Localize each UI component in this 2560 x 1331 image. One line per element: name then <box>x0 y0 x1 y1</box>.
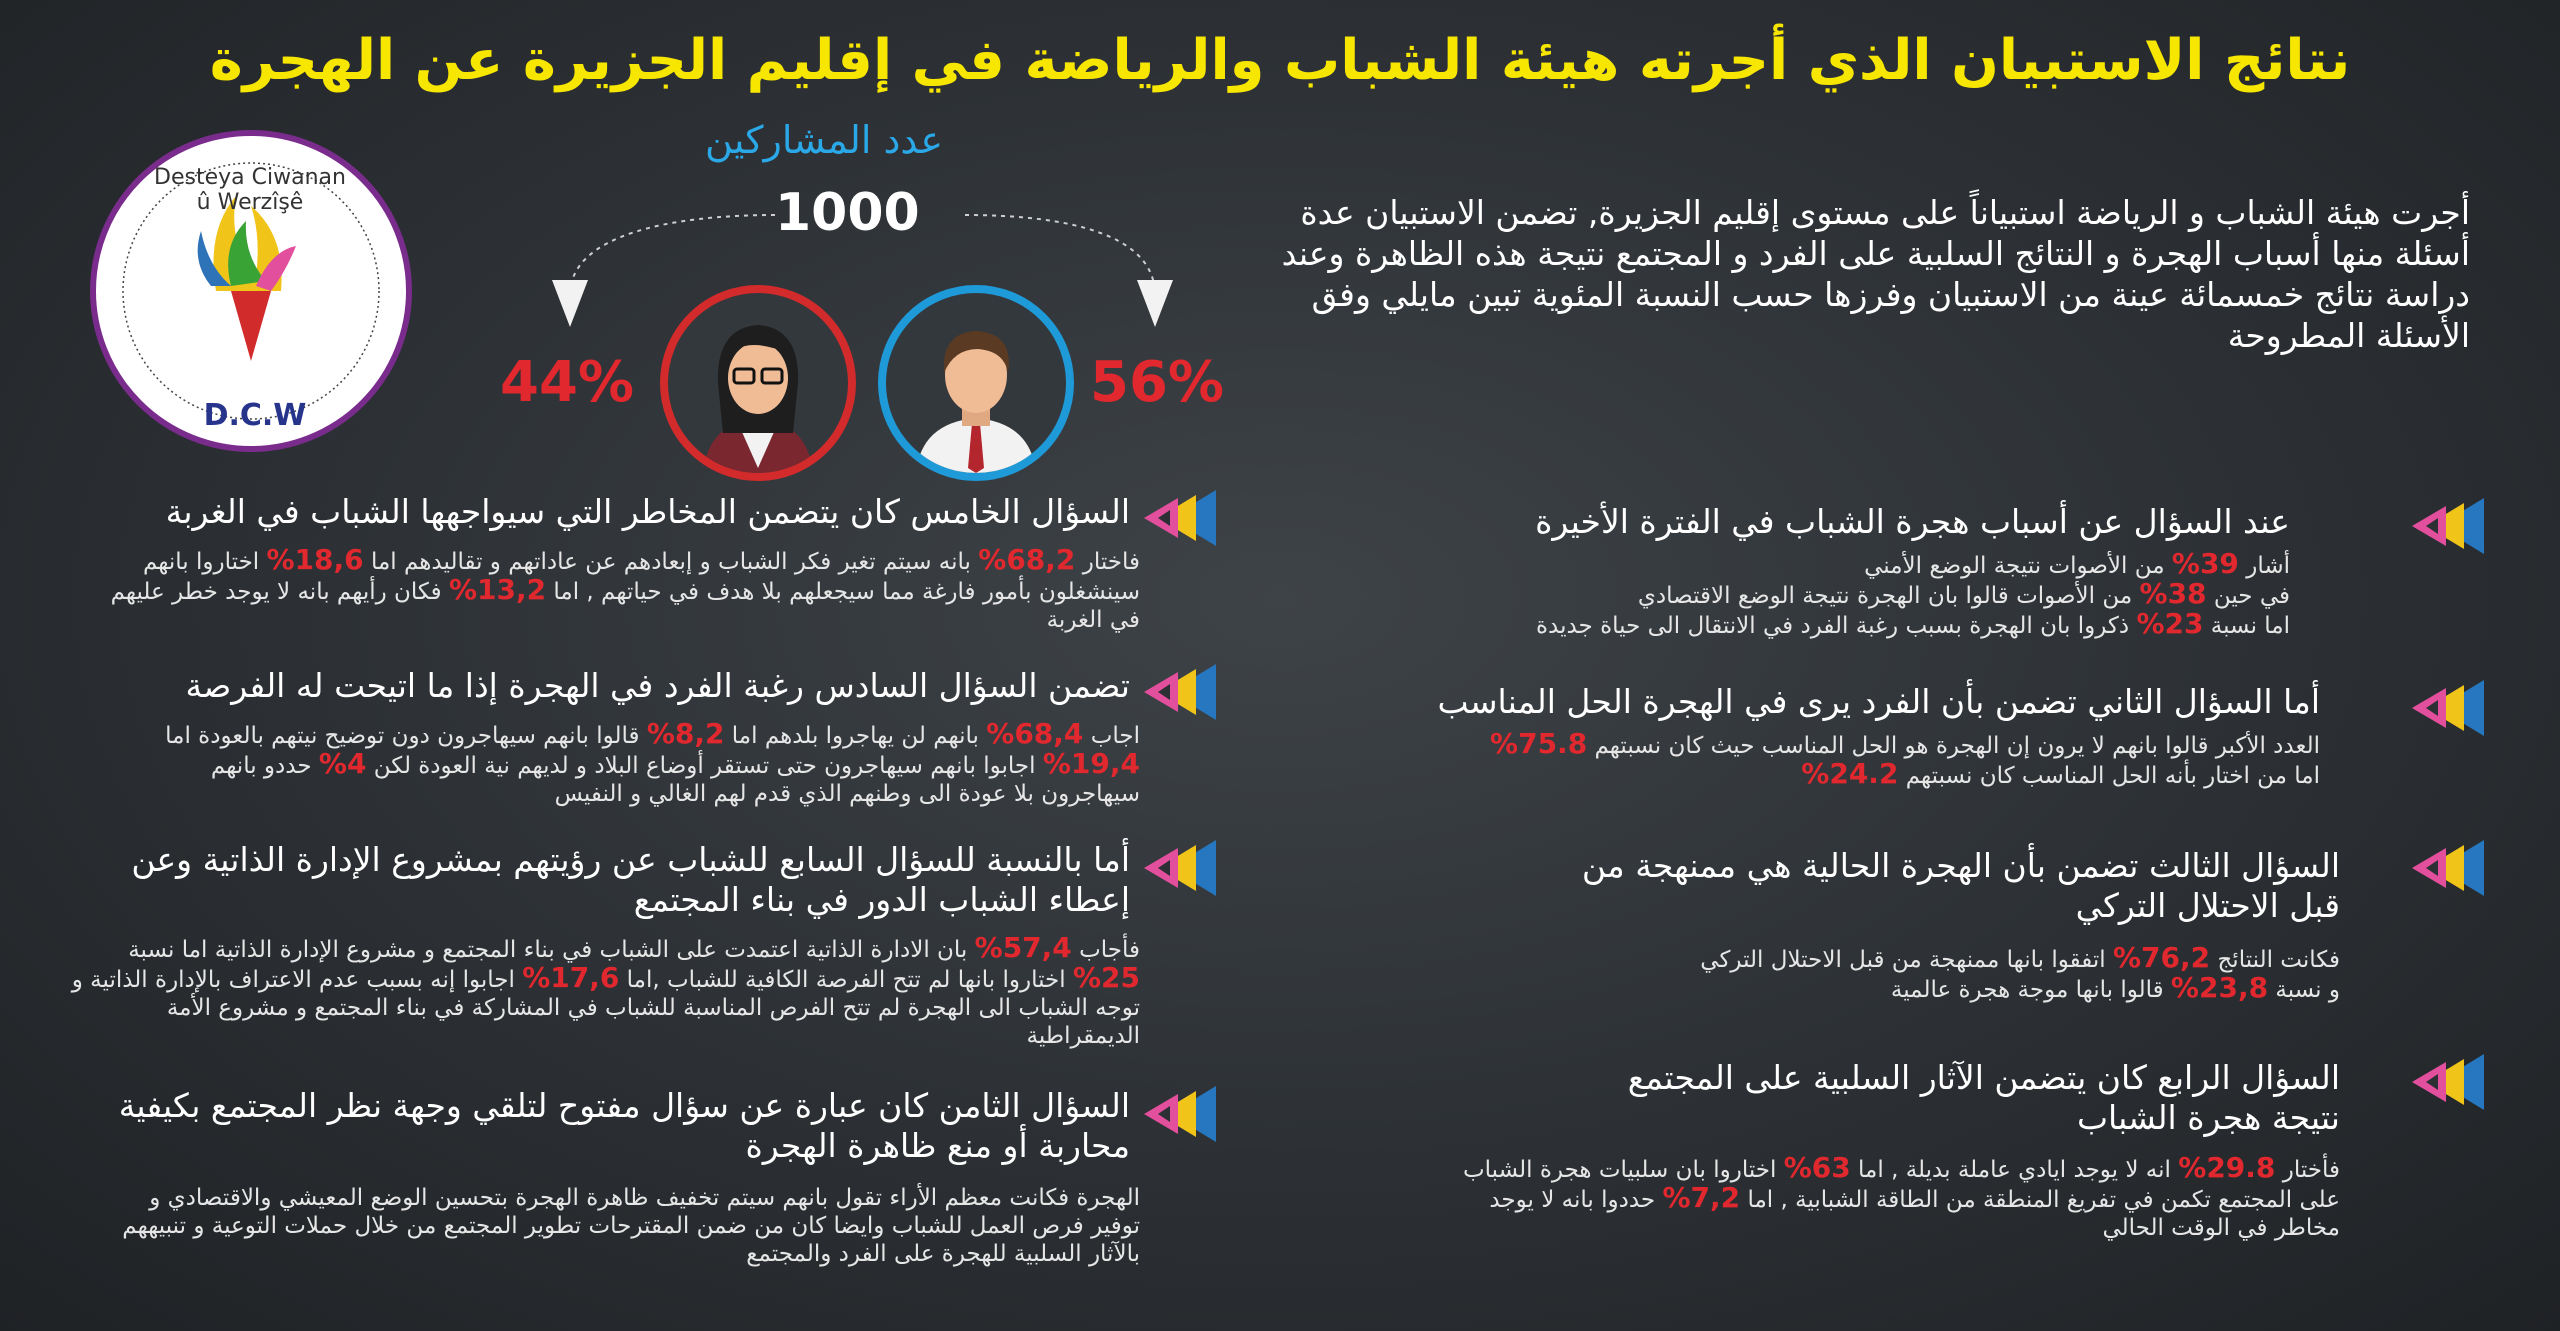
participants-count: 1000 <box>775 183 920 243</box>
answer-line: فاختار 68,2% بانه سيتم تغير فكر الشباب و إبعادهم عن عاداتهم و تقاليدهم اما 18,6% اختاروا بانهم سينشغلون بأمور فارغة مما سيجعلهم بلا هدف في حياتهم , اما 13,2% فكان رأيهم بانه لا يوجد خطر عليهم في الغربة <box>110 543 1140 633</box>
answer-line: اجاب 68,4% بانهم لن يهاجروا بلدهم اما 8,2% قالوا بانهم سيهاجرون دون توضيح نيتهم بالعودة اما 19,4% اجابوا بانهم سيهاجرون حتى تستقر أوضاع البلاد و لديهم نية العودة لكن 4% حددو بانهم سيهاجرون بلا عودة الى وطنهم الذي قدم لهم الغالي و النفيس <box>165 717 1140 807</box>
bullet-arrow-icon <box>2408 840 2484 896</box>
answer-line: اما من اختار بأنه الحل المناسب كان نسبتهم 24.2% <box>1801 757 2320 790</box>
percentage-value: 29.8% <box>2178 1151 2276 1184</box>
percentage-value: 4% <box>318 747 367 780</box>
percentage-value: 25% <box>1072 961 1140 994</box>
answer-line: فأجاب 57,4% بان الادارة الذاتية اعتمدت على الشباب في بناء المجتمع و مشروع الإدارة الذاتية اما نسبة 25% اختاروا بانها لم تتح الفرصة الكافية للشباب ,اما 17,6% اجابوا إنه بسبب عدم الاعتراف بالإدارة الذاتية و توجه الشباب الى الهجرة لم تتح الفرص المناسبة للشباب في المشاركة في بناء المجتمع و مشروع الأمة الديمقراطية <box>71 931 1140 1049</box>
percentage-value: 68,2% <box>978 543 1076 576</box>
male-avatar-icon <box>878 285 1074 481</box>
answer-line: فكانت النتائج 76,2% اتفقوا بانها ممنهجة من قبل الاحتلال التركي <box>1700 941 2340 974</box>
page-title: نتائج الاستبيان الذي أجرته هيئة الشباب والرياضة في إقليم الجزيرة عن الهجرة <box>209 28 2351 93</box>
bullet-arrow-icon <box>2408 498 2484 554</box>
male-percentage: 56% <box>1090 350 1225 415</box>
question-heading: السؤال الثامن كان عبارة عن سؤال مفتوح لتلقي وجهة نظر المجتمع بكيفية محاربة أو منع ظاهرة الهجرة <box>118 1086 1130 1165</box>
logo-bottom-text: D.C.W <box>203 398 307 433</box>
question-block <box>1310 502 2480 640</box>
percentage-value: 17,6% <box>522 961 620 994</box>
question-block <box>1310 1058 2480 1242</box>
question-heading: السؤال الخامس كان يتضمن المخاطر التي سيواجهها الشباب في الغربة <box>165 492 1130 531</box>
bullet-arrow-icon <box>1140 840 1216 896</box>
percentage-value: 57,4% <box>974 931 1072 964</box>
female-avatar-icon <box>660 285 856 481</box>
question-block <box>60 1086 1140 1268</box>
answer-line: في حين 38% من الأصوات قالوا بان الهجرة نتيجة الوضع الاقتصادي <box>1637 577 2290 610</box>
bullet-arrow-icon <box>2408 1054 2484 1110</box>
answer-line: و نسبة 23,8% قالوا بانها موجة هجرة عالمية <box>1890 971 2340 1004</box>
participant-arrows <box>550 195 1190 345</box>
percentage-value: 23% <box>2136 607 2204 640</box>
percentage-value: 76,2% <box>2112 941 2211 974</box>
answer-line: اما نسبة 23% ذكروا بان الهجرة بسبب رغبة الفرد في الانتقال الى حياة جديدة <box>1535 607 2290 640</box>
percentage-value: 75.8% <box>1490 727 1588 760</box>
bullet-arrow-icon <box>1140 490 1216 546</box>
bullet-arrow-icon <box>2408 680 2484 736</box>
bullet-arrow-icon <box>1140 1086 1216 1142</box>
percentage-value: 24.2% <box>1801 757 1899 790</box>
question-heading: السؤال الرابع كان يتضمن الآثار السلبية على المجتمع نتيجة هجرة الشباب <box>1627 1058 2340 1137</box>
answer-line: فأختار 29.8% انه لا يوجد ايادي عاملة بديلة , اما 63% اختاروا بان سلبيات هجرة الشباب على المجتمع تكمن في تفريغ المنطقة من الطاقة الشبابية , اما 7,2% حددوا بانه لا يوجد مخاطر في الوقت الحالي <box>1463 1151 2340 1241</box>
percentage-value: 8,2% <box>646 717 725 750</box>
percentage-value: 38% <box>2139 577 2207 610</box>
female-percentage: 44% <box>500 350 635 415</box>
percentage-value: 23,8% <box>2170 971 2269 1004</box>
question-block <box>60 666 1140 808</box>
percentage-value: 7,2% <box>1662 1181 1741 1214</box>
question-block <box>60 492 1140 634</box>
question-block <box>1310 682 2480 790</box>
intro-paragraph: أجرت هيئة الشباب و الرياضة استبياناً على مستوى إقليم الجزيرة, تضمن الاستبيان عدة أسئلة منها أسباب الهجرة و النتائج السلبية على الفرد و المجتمع نتيجة هذه الظاهرة وعند دراسة نتائج خمسمائة عينة من الاستبيان وفرزها حسب النسبة المئوية تبين مايلي وفق الأسئلة المطروحة <box>1281 193 2470 355</box>
percentage-value: 39% <box>2171 547 2239 580</box>
question-heading: أما السؤال الثاني تضمن بأن الفرد يرى في الهجرة الحل المناسب <box>1437 682 2320 721</box>
percentage-value: 63% <box>1783 1151 1851 1184</box>
question-heading: السؤال الثالث تضمن بأن الهجرة الحالية هي ممنهجة من قبل الاحتلال التركي <box>1581 846 2340 925</box>
percentage-value: 13,2% <box>448 573 547 606</box>
question-heading: عند السؤال عن أسباب هجرة الشباب في الفترة الأخيرة <box>1535 502 2290 541</box>
question-heading: تضمن السؤال السادس رغبة الفرد في الهجرة إذا ما اتيحت له الفرصة <box>185 666 1130 705</box>
question-block <box>1310 846 2480 1004</box>
percentage-value: 18,6% <box>266 543 364 576</box>
question-heading: أما بالنسبة للسؤال السابع للشباب عن رؤيتهم بمشروع الإدارة الذاتية وعن إعطاء الشباب الدور في بناء المجتمع <box>131 840 1130 919</box>
answer-line: أشار 39% من الأصوات نتيجة الوضع الأمني <box>1864 547 2290 580</box>
answer-line: الهجرة فكانت معظم الأراء تقول بانهم سيتم تخفيف ظاهرة الهجرة بتحسين الوضع المعيشي والاقتصادي و توفير فرص العمل للشباب وايضا كان من ضمن المقترحات تطوير المجتمع من خلال حملات التوعية و تنبيههم بالآثار السلبية للهجرة على الفرد والمجتمع <box>122 1185 1140 1267</box>
answer-line: العدد الأكبر قالوا بانهم لا يرون إن الهجرة هو الحل المناسب حيث كان نسبتهم 75.8% <box>1490 727 2320 760</box>
participants-label: عدد المشاركين <box>705 118 944 162</box>
percentage-value: 68,4% <box>986 717 1084 750</box>
logo-top-text: Desteya Ciwanan û Werzîşê <box>154 165 346 215</box>
percentage-value: 19,4% <box>1042 747 1140 780</box>
question-block <box>60 840 1140 1050</box>
bullet-arrow-icon <box>1140 664 1216 720</box>
